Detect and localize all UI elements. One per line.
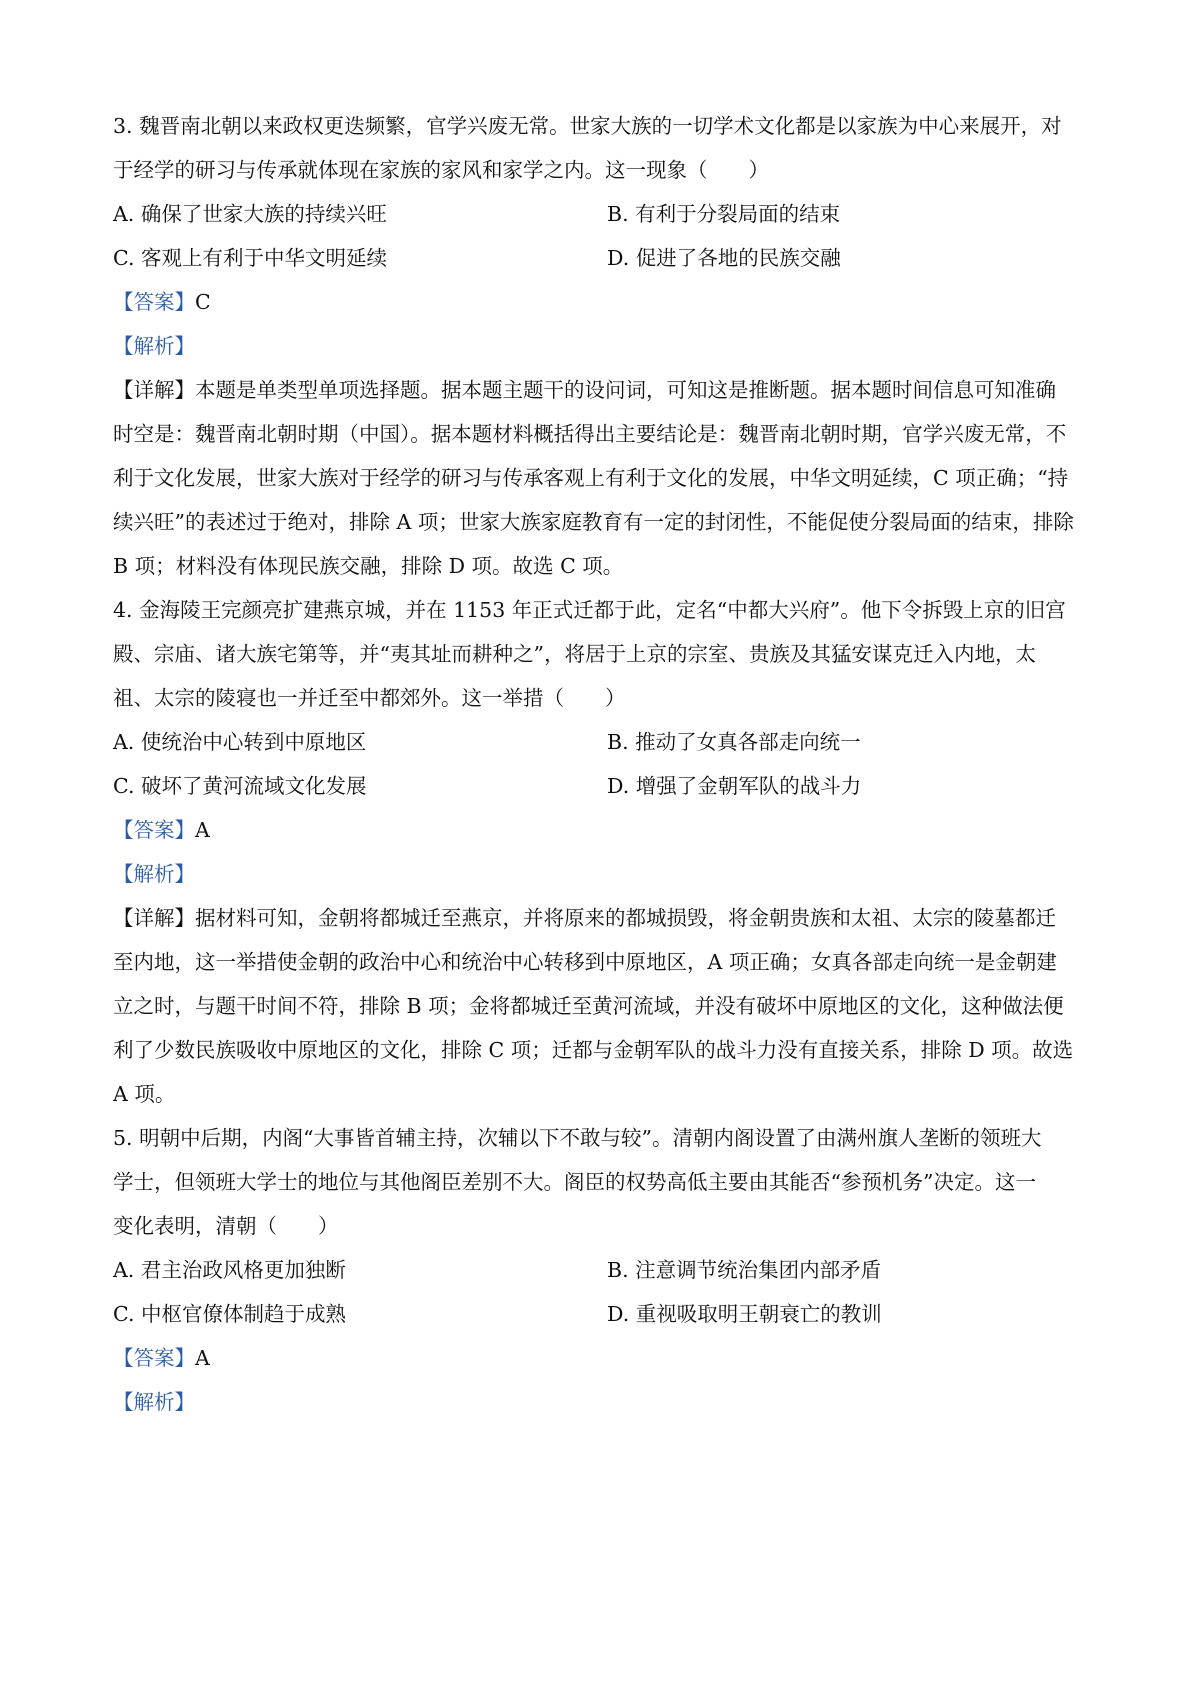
q3-stem-line-1: 3. 魏晋南北朝以来政权更迭频繁，官学兴废无常。世家大族的一切学术文化都是以家族为中心来展开，对	[113, 114, 1062, 138]
q5-option-a: A. 君主治政风格更加独断	[113, 1258, 346, 1282]
q4-stem-line-2: 殿、宗庙、诸大族宅第等，并“夷其址而耕种之”，将居于上京的宗室、贵族及其猛安谋克迁入内地，太	[113, 642, 1036, 666]
q5-option-d: D. 重视吸取明王朝衰亡的教训	[607, 1302, 882, 1326]
q5-stem-line-2: 学士，但领班大学士的地位与其他阁臣差别不大。阁臣的权势高低主要由其能否“参预机务”决定。这一	[113, 1170, 1036, 1194]
q4-answer	[113, 816, 1103, 844]
q4-detail-line-2: 至内地，这一举措使金朝的政治中心和统治中心转移到中原地区，A 项正确；女真各部走向统一是金朝建	[113, 950, 1057, 974]
q5-answer	[113, 1344, 1103, 1372]
q3-answer	[113, 288, 1103, 316]
q5-stem-line-3: 变化表明，清朝（ ）	[113, 1214, 339, 1238]
q4-stem-line-3: 祖、太宗的陵寝也一并迁至中都郊外。这一举措（ ）	[113, 686, 626, 710]
q3-option-b: B. 有利于分裂局面的结束	[607, 202, 841, 226]
q3-detail-line-4: 续兴旺”的表述过于绝对，排除 A 项；世家大族家庭教育有一定的封闭性，不能促使分裂局面的结束，排除	[113, 510, 1074, 534]
q4-detail-line-1: 【详解】据材料可知，金朝将都城迁至燕京，并将原来的都城损毁，将金朝贵族和太祖、太宗的陵墓都迁	[113, 906, 1056, 930]
q3-detail-line-3: 利于文化发展，世家大族对于经学的研习与传承客观上有利于文化的发展，中华文明延续，C 项正确；“持	[113, 466, 1069, 490]
q5-analysis-label: 【解析】	[113, 1390, 195, 1414]
q3-option-a: A. 确保了世家大族的持续兴旺	[113, 202, 387, 226]
q3-stem-line-2: 于经学的研习与传承就体现在家族的家风和家学之内。这一现象（ ）	[113, 158, 769, 182]
q4-analysis-label: 【解析】	[113, 862, 195, 886]
q3-option-c: C. 客观上有利于中华文明延续	[113, 246, 387, 270]
q4-option-b: B. 推动了女真各部走向统一	[607, 730, 861, 754]
q4-answer-value: A	[195, 818, 210, 842]
q3-analysis-label: 【解析】	[113, 334, 195, 358]
q5-stem-line-1: 5. 明朝中后期，内阁“大事皆首辅主持，次辅以下不敢与较”。清朝内阁设置了由满州旗人垄断的领班大	[113, 1126, 1042, 1150]
q5-answer-label: 【答案】	[113, 1346, 195, 1370]
q3-detail-line-1: 【详解】本题是单类型单项选择题。据本题主题干的设问词，可知这是推断题。据本题时间信息可知准确	[113, 378, 1056, 402]
q5-option-b: B. 注意调节统治集团内部矛盾	[607, 1258, 882, 1282]
q4-option-a: A. 使统治中心转到中原地区	[113, 730, 367, 754]
q4-option-d: D. 增强了金朝军队的战斗力	[607, 774, 862, 798]
q5-answer-value: A	[195, 1346, 210, 1370]
q3-answer-value: C	[195, 290, 211, 314]
q3-answer-label: 【答案】	[113, 290, 195, 314]
q3-detail-line-5: B 项；材料没有体现民族交融，排除 D 项。故选 C 项。	[113, 554, 624, 578]
q3-option-d: D. 促进了各地的民族交融	[607, 246, 841, 270]
q4-stem-line-1: 4. 金海陵王完颜亮扩建燕京城，并在 1153 年正式迁都于此，定名“中都大兴府”。他下令拆毁上京的旧宫	[113, 598, 1066, 622]
q4-detail-line-5: A 项。	[113, 1082, 176, 1106]
q5-option-c: C. 中枢官僚体制趋于成熟	[113, 1302, 346, 1326]
q4-detail-line-4: 利了少数民族吸收中原地区的文化，排除 C 项；迁都与金朝军队的战斗力没有直接关系，排除 D 项。故选	[113, 1038, 1074, 1062]
q4-detail-line-3: 立之时，与题干时间不符，排除 B 项；金将都城迁至黄河流域，并没有破坏中原地区的文化，这种做法便	[113, 994, 1064, 1018]
q4-option-c: C. 破坏了黄河流域文化发展	[113, 774, 367, 798]
q4-answer-label: 【答案】	[113, 818, 195, 842]
q3-detail-line-2: 时空是：魏晋南北朝时期（中国）。据本题材料概括得出主要结论是：魏晋南北朝时期，官学兴废无常，不	[113, 422, 1067, 446]
